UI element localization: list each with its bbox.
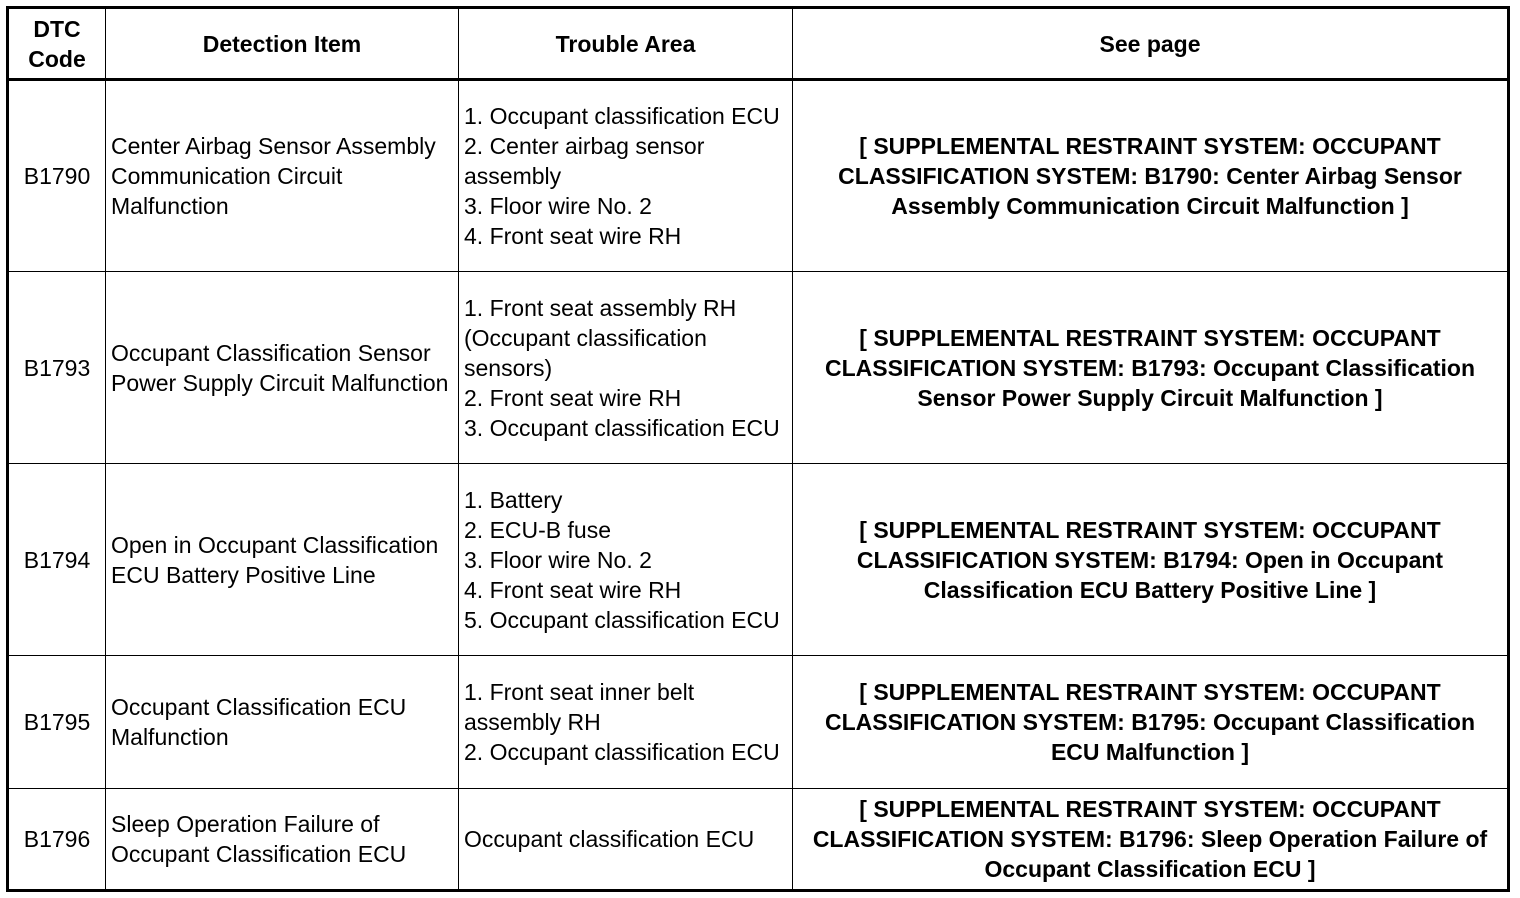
see-page-cell [793, 272, 1509, 464]
header-dtc-code [8, 8, 106, 80]
detection-item-cell: Sleep Operation Failure of Occupant Classification ECU [106, 789, 459, 891]
trouble-area-item: 3. Floor wire No. 2 [464, 546, 652, 573]
dtc-code-cell: B1790 [8, 80, 106, 272]
trouble-area-item: 1. Front seat assembly RH (Occupant classification sensors) [464, 294, 737, 381]
see-page-link[interactable]: [ SUPPLEMENTAL RESTRAINT SYSTEM: OCCUPANT CLASSIFICATION SYSTEM: B1796: Sleep Operation Failure of Occupant Classification ECU ] [812, 796, 1488, 882]
trouble-area-cell [459, 80, 793, 272]
trouble-area-item: 2. Front seat wire RH [464, 384, 682, 411]
table-row [8, 80, 1509, 272]
trouble-area-cell [459, 272, 793, 464]
table-row [8, 464, 1509, 656]
dtc-code-cell: B1796 [8, 789, 106, 891]
detection-item-cell: Open in Occupant Classification ECU Battery Positive Line [106, 464, 459, 656]
header-row [8, 8, 1509, 80]
trouble-area-item: 4. Front seat wire RH [464, 576, 682, 603]
trouble-area-item: 1. Front seat inner belt assembly RH [464, 679, 695, 735]
header-dtc-code-line2: Code [28, 45, 86, 72]
see-page-link[interactable]: [ SUPPLEMENTAL RESTRAINT SYSTEM: OCCUPANT CLASSIFICATION SYSTEM: B1794: Open in Occupant Classification ECU Battery Positive Line ] [856, 516, 1444, 603]
trouble-area-item: 1. Battery [464, 486, 563, 513]
trouble-area-cell [459, 656, 793, 789]
see-page-cell [793, 80, 1509, 272]
header-detection-item: Detection Item [106, 8, 459, 80]
table-body [8, 80, 1509, 891]
dtc-table [6, 6, 1510, 892]
header-trouble-area: Trouble Area [459, 8, 793, 80]
see-page-link[interactable]: [ SUPPLEMENTAL RESTRAINT SYSTEM: OCCUPANT CLASSIFICATION SYSTEM: B1790: Center Airbag Sensor Assembly Communication Circuit Malfunction ] [838, 133, 1462, 219]
detection-item-cell: Occupant Classification ECU Malfunction [106, 656, 459, 789]
detection-item-cell: Center Airbag Sensor Assembly Communication Circuit Malfunction [106, 80, 459, 272]
table-header [8, 8, 1509, 80]
see-page-cell [793, 464, 1509, 656]
see-page-link[interactable]: [ SUPPLEMENTAL RESTRAINT SYSTEM: OCCUPANT CLASSIFICATION SYSTEM: B1795: Occupant Classification ECU Malfunction ] [824, 679, 1476, 765]
dtc-code-cell: B1793 [8, 272, 106, 464]
header-see-page: See page [793, 8, 1509, 80]
trouble-area-item: Occupant classification ECU [464, 826, 755, 852]
trouble-area-item: 1. Occupant classification ECU [464, 103, 780, 129]
trouble-area-cell [459, 464, 793, 656]
trouble-area-item: 2. ECU-B fuse [464, 516, 611, 543]
trouble-area-item: 4. Front seat wire RH [464, 223, 682, 249]
table-row [8, 272, 1509, 464]
trouble-area-item: 2. Center airbag sensor assembly [464, 133, 705, 189]
trouble-area-item: 3. Floor wire No. 2 [464, 193, 652, 219]
table-row [8, 656, 1509, 789]
dtc-code-cell: B1794 [8, 464, 106, 656]
trouble-area-item: 3. Occupant classification ECU [464, 414, 780, 441]
dtc-code-cell: B1795 [8, 656, 106, 789]
table-row [8, 789, 1509, 891]
see-page-cell [793, 656, 1509, 789]
trouble-area-item: 5. Occupant classification ECU [464, 606, 780, 633]
detection-item-cell: Occupant Classification Sensor Power Supply Circuit Malfunction [106, 272, 459, 464]
trouble-area-item: 2. Occupant classification ECU [464, 739, 780, 765]
header-dtc-code-line1: DTC [33, 15, 81, 42]
see-page-cell [793, 789, 1509, 891]
trouble-area-cell [459, 789, 793, 891]
see-page-link[interactable]: [ SUPPLEMENTAL RESTRAINT SYSTEM: OCCUPANT CLASSIFICATION SYSTEM: B1793: Occupant Classification Sensor Power Supply Circuit Malfunction ] [824, 324, 1476, 411]
